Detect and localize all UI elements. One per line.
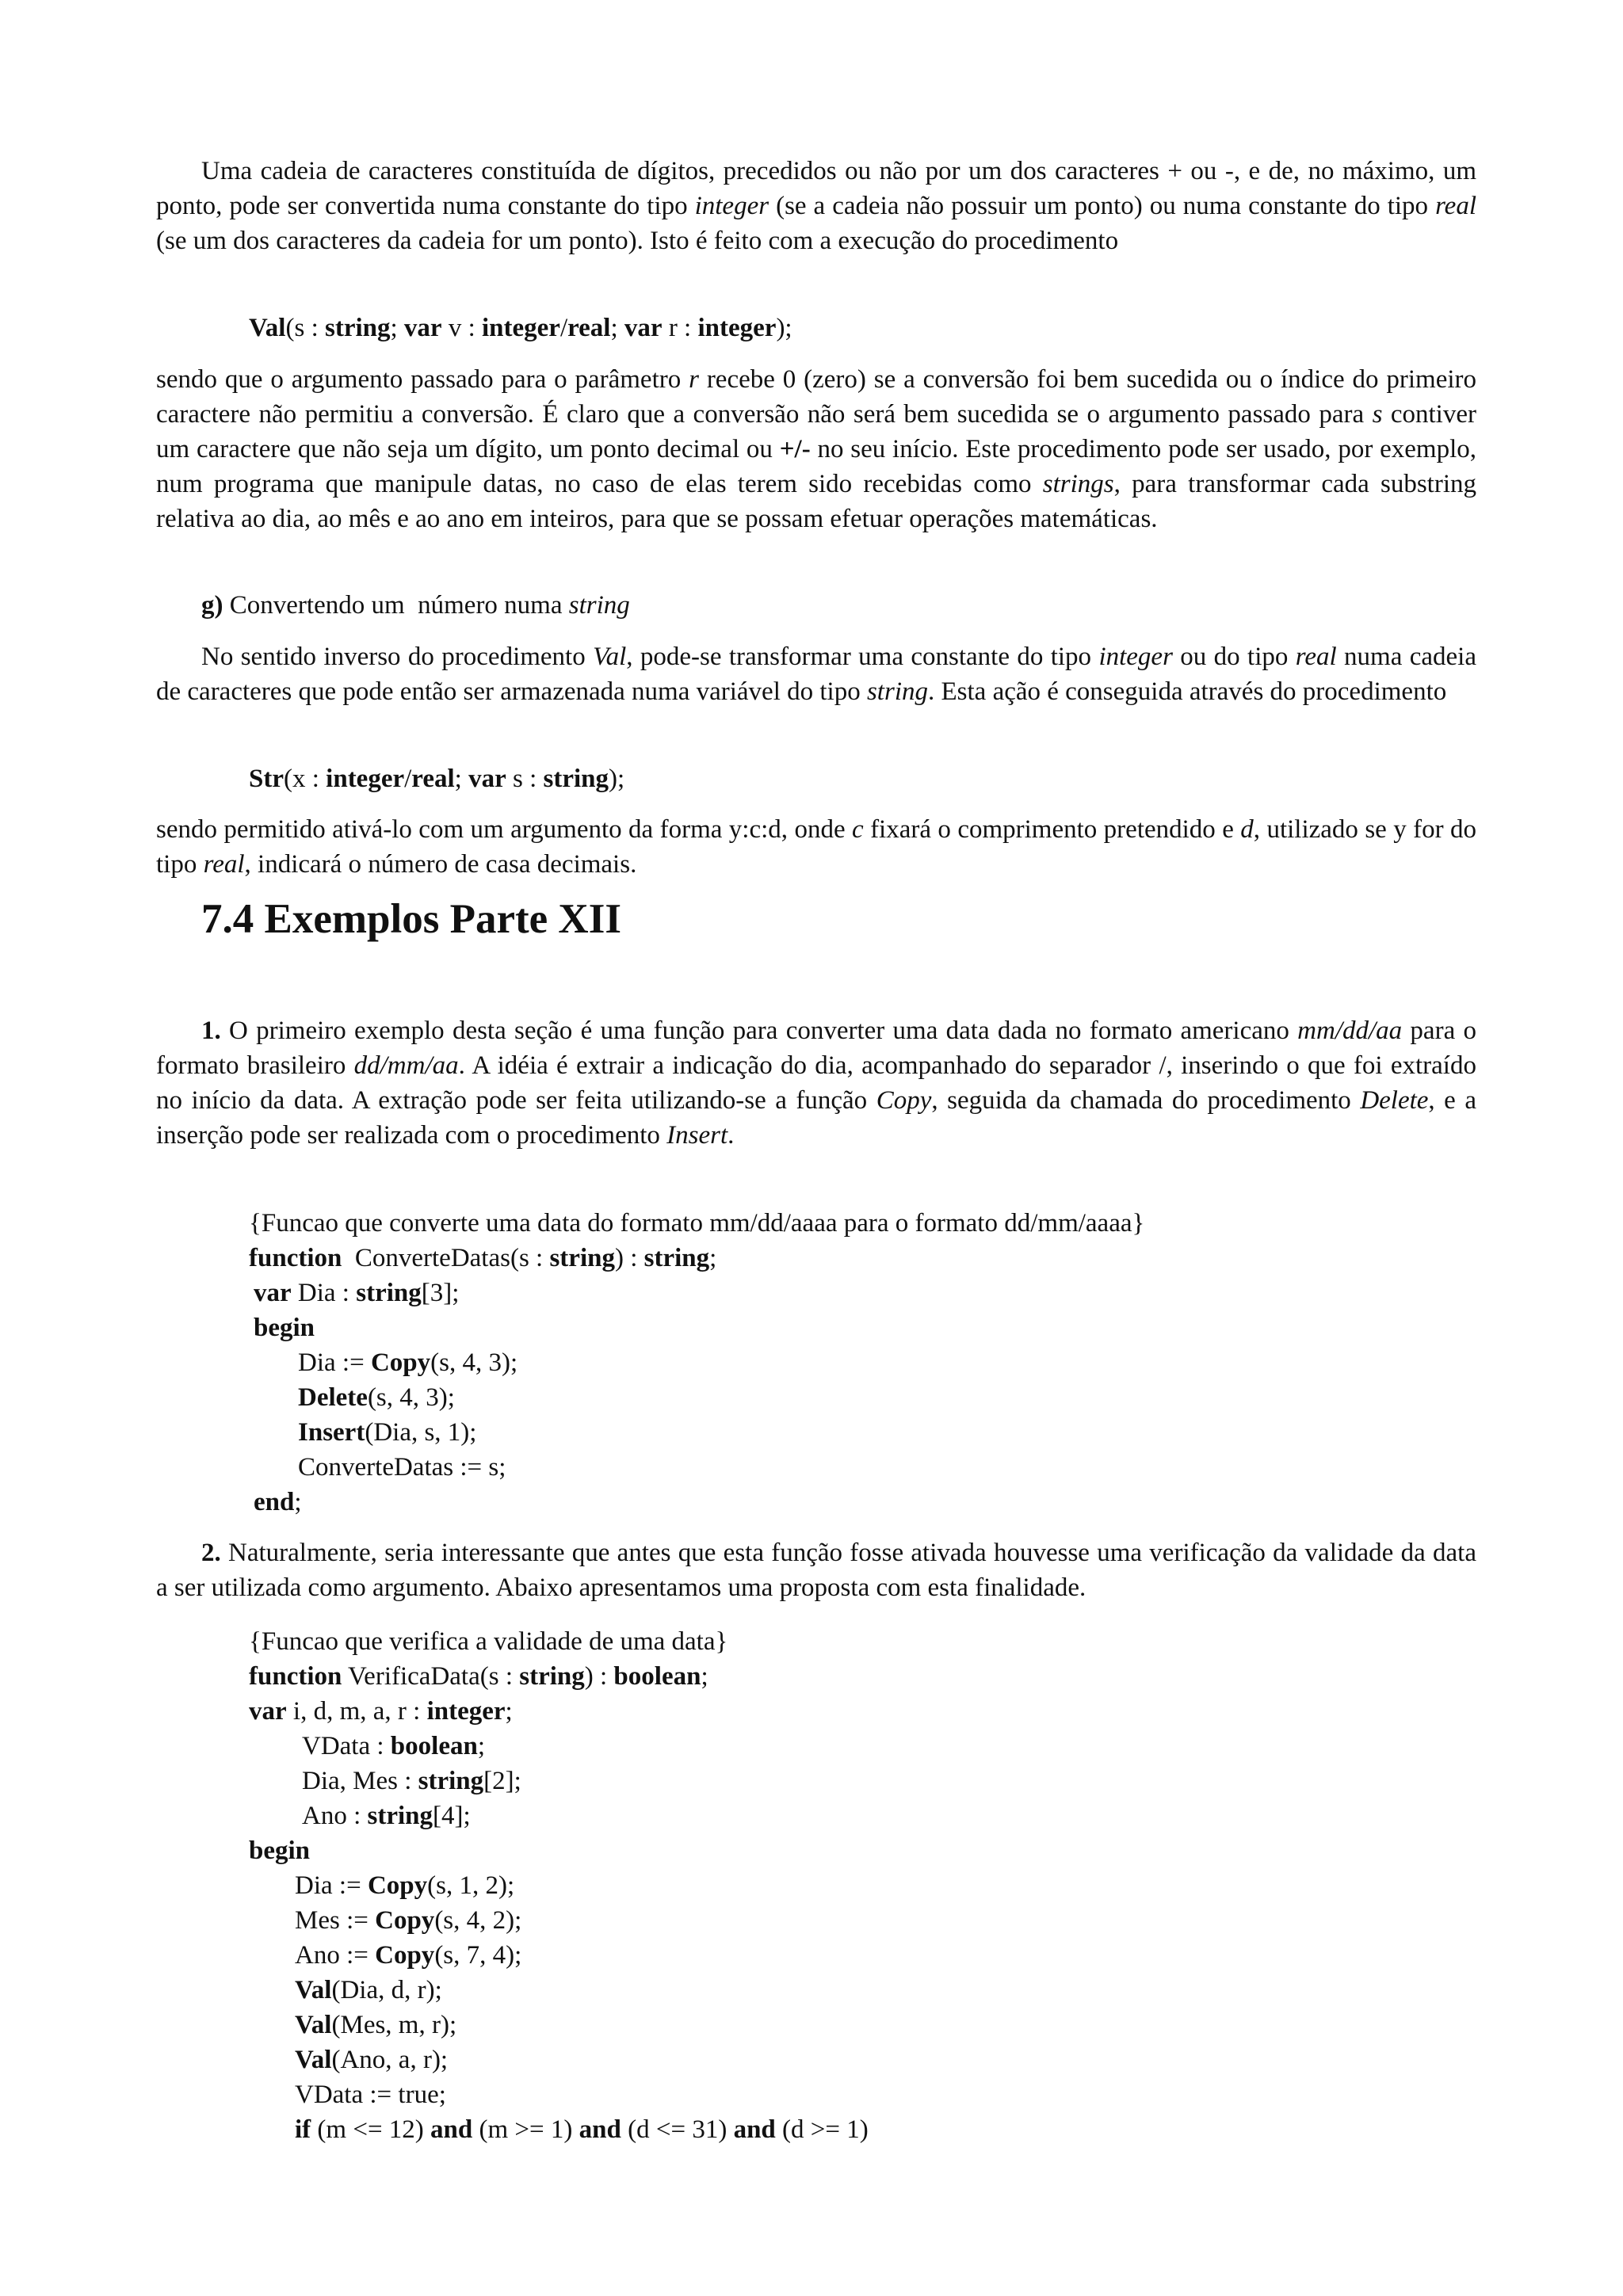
text: . xyxy=(727,1121,735,1150)
keyword: Copy xyxy=(367,1871,428,1900)
text: ou do tipo xyxy=(1172,643,1296,671)
text: s : xyxy=(506,765,544,793)
keyword: string xyxy=(356,1279,422,1307)
text: ) : xyxy=(614,1244,644,1272)
keyword: string xyxy=(519,1662,585,1691)
text: ; xyxy=(505,1697,513,1726)
code-comment: {Funcao que converte uma data do formato mm/dd/aaaa para o formato dd/mm/aaaa} xyxy=(249,1209,1145,1238)
text: dd/mm/aa xyxy=(353,1051,459,1080)
keyword: Insert xyxy=(298,1418,365,1447)
text: Uma cadeia de caracteres constituída de dígitos, precedidos ou não por um dos caracteres + ou -, e de, no máximo, um ponto, pode ser convertida numa constante do tipo xyxy=(156,157,1476,220)
code-line xyxy=(302,1729,485,1764)
text: Dia := xyxy=(298,1348,371,1377)
text: integer xyxy=(694,192,769,220)
code-line xyxy=(254,1485,302,1520)
text: / xyxy=(404,765,412,793)
keyword: var xyxy=(249,1697,287,1726)
code-line xyxy=(295,2042,448,2077)
text: Delete xyxy=(1360,1086,1429,1115)
text: , pode-se transformar uma constante do tipo xyxy=(626,643,1099,671)
text: Dia : xyxy=(291,1279,357,1307)
code-comment: {Funcao que verifica a validade de uma data} xyxy=(249,1627,728,1656)
text: string xyxy=(568,591,630,620)
text: sendo permitido ativá-lo com um argumento da forma y:c:d, onde xyxy=(156,815,852,844)
code-line xyxy=(295,1868,514,1903)
text: Copy xyxy=(876,1086,932,1115)
keyword: integer xyxy=(697,314,777,342)
text: Dia := xyxy=(295,1871,368,1900)
text: integer xyxy=(1098,643,1173,671)
text: ; xyxy=(477,1732,485,1760)
code-line xyxy=(298,1380,455,1415)
text: +/- xyxy=(779,435,811,463)
text: c xyxy=(852,815,864,844)
text: numa cadeia de caracteres que pode então ser armazenada numa variável do tipo xyxy=(156,643,1476,706)
keyword: var xyxy=(403,314,442,342)
text: VerificaData(s : xyxy=(342,1662,520,1691)
keyword: boolean xyxy=(613,1662,701,1691)
text: Val xyxy=(593,643,627,671)
text: , utilizado se y for do tipo xyxy=(156,815,1477,879)
section-heading: 7.4 Exemplos Parte XII xyxy=(201,896,621,942)
text: . Esta ação é conseguida através do procedimento xyxy=(928,677,1447,706)
text: Ano : xyxy=(302,1802,368,1830)
keyword: if xyxy=(295,2115,311,2144)
text: (x : xyxy=(284,765,327,793)
text: para o formato brasileiro xyxy=(156,1016,1476,1080)
text: v : xyxy=(441,314,482,342)
code-line xyxy=(295,2112,869,2147)
text: , seguida da chamada do procedimento xyxy=(931,1086,1361,1115)
text: No sentido inverso do procedimento xyxy=(201,643,594,671)
text: no seu início. Este procedimento pode ser usado, por exemplo, num programa que manipule datas, no caso de elas terem sido recebidas como xyxy=(156,435,1476,498)
keyword: integer xyxy=(481,314,560,342)
code-line xyxy=(295,2008,456,2042)
text: (s, 4, 3); xyxy=(430,1348,518,1377)
text: VData : xyxy=(302,1732,391,1760)
example-2-paragraph xyxy=(156,1535,1476,1605)
text: mm/dd/aa xyxy=(1297,1016,1403,1045)
code-line xyxy=(295,1973,442,2008)
keyword: begin xyxy=(249,1836,311,1865)
text: ; xyxy=(709,1244,717,1272)
code-line xyxy=(302,1764,521,1798)
text: i, d, m, a, r : xyxy=(286,1697,427,1726)
code-line xyxy=(298,1345,517,1380)
keyword: Val xyxy=(295,2011,332,2039)
text: , e a inserção pode ser realizada com o procedimento xyxy=(156,1086,1476,1150)
keyword: Copy xyxy=(370,1348,431,1377)
text: (Dia, s, 1); xyxy=(365,1418,477,1447)
code-line xyxy=(249,1833,310,1868)
keyword: function xyxy=(249,1244,342,1272)
keyword: Str xyxy=(249,765,284,793)
keyword: boolean xyxy=(390,1732,478,1760)
keyword: var xyxy=(468,765,506,793)
code-line xyxy=(298,1415,476,1450)
section-g-title xyxy=(201,588,630,623)
keyword: integer xyxy=(426,1697,506,1726)
text: ); xyxy=(776,314,792,342)
code-line xyxy=(302,1798,471,1833)
text: (s : xyxy=(285,314,325,342)
keyword: integer xyxy=(326,765,405,793)
text: Convertendo um número numa xyxy=(223,591,569,620)
text: , indicará o número de casa decimais. xyxy=(244,850,637,879)
text: [4]; xyxy=(433,1802,471,1830)
text: real xyxy=(1295,643,1337,671)
text: r : xyxy=(662,314,698,342)
text: / xyxy=(559,314,568,342)
text: , para transformar cada substring relativa ao dia, ao mês e ao ano em inteiros, para que se possam efetuar operações matemáticas. xyxy=(156,470,1477,533)
keyword: string xyxy=(549,1244,615,1272)
text: [3]; xyxy=(421,1279,460,1307)
text: d xyxy=(1240,815,1254,844)
text: ; xyxy=(610,314,624,342)
text: r xyxy=(689,365,699,394)
text: ); xyxy=(609,765,625,793)
keyword: string xyxy=(543,765,609,793)
text: (s, 7, 4); xyxy=(434,1941,522,1970)
text: (s, 4, 2); xyxy=(434,1906,522,1935)
text: (Dia, d, r); xyxy=(331,1976,442,2004)
text: (d <= 31) xyxy=(621,2115,734,2144)
text: 1. xyxy=(201,1016,221,1045)
val-signature xyxy=(249,311,792,345)
keyword: Copy xyxy=(375,1906,435,1935)
text: (se um dos caracteres da cadeia for um ponto). Isto é feito com a execução do procedimento xyxy=(156,227,1119,255)
text: contiver um caractere que não seja um dígito, um ponto decimal ou xyxy=(156,400,1476,463)
keyword: and xyxy=(430,2115,473,2144)
text: strings xyxy=(1042,470,1114,498)
keyword: Copy xyxy=(375,1941,435,1970)
text: sendo que o argumento passado para o parâmetro xyxy=(156,365,689,394)
paragraph-val-intro xyxy=(156,154,1476,258)
text: g) xyxy=(201,591,223,620)
keyword: string xyxy=(643,1244,710,1272)
text: ) : xyxy=(584,1662,614,1691)
code-line xyxy=(249,1694,513,1729)
keyword: function xyxy=(249,1662,342,1691)
keyword: and xyxy=(579,2115,621,2144)
str-signature xyxy=(249,761,624,796)
text: . A idéia é extrair a indicação do dia, acompanhado do separador /, inserindo o que foi extraído no início da data. A extração pode ser feita utilizando-se a função xyxy=(156,1051,1476,1115)
text: ; xyxy=(294,1488,302,1516)
keyword: string xyxy=(324,314,391,342)
keyword: Val xyxy=(295,1976,332,2004)
text: Ano := xyxy=(295,1941,376,1970)
code-line xyxy=(295,1903,521,1938)
text: recebe 0 (zero) se a conversão foi bem sucedida ou o índice do primeiro caractere não permitiu a conversão. É claro que a conversão não será bem sucedida se o argumento passado para xyxy=(156,365,1476,429)
keyword: and xyxy=(733,2115,776,2144)
text: O primeiro exemplo desta seção é uma função para converter uma data dada no formato americano xyxy=(220,1016,1298,1045)
keyword: begin xyxy=(254,1314,315,1342)
text: (m <= 12) xyxy=(311,2115,431,2144)
text: 2. xyxy=(201,1539,221,1567)
text: real xyxy=(1435,192,1476,220)
paragraph-str-intro xyxy=(156,639,1476,709)
text: (s, 4, 3); xyxy=(367,1383,455,1412)
text: s xyxy=(1372,400,1383,429)
text: (Mes, m, r); xyxy=(331,2011,457,2039)
text: fixará o comprimento pretendido e xyxy=(863,815,1241,844)
text: ; xyxy=(390,314,404,342)
keyword: end xyxy=(254,1488,295,1516)
text: Mes := xyxy=(295,1906,376,1935)
paragraph-str-details xyxy=(156,812,1476,882)
code-line xyxy=(249,1659,708,1694)
text: string xyxy=(866,677,928,706)
code-line xyxy=(295,1938,521,1973)
text: Insert xyxy=(666,1121,728,1150)
code-line xyxy=(249,1241,716,1276)
text: [2]; xyxy=(483,1767,521,1795)
keyword: Val xyxy=(249,314,286,342)
keyword: string xyxy=(367,1802,433,1830)
text: ; xyxy=(701,1662,708,1691)
paragraph-val-details xyxy=(156,362,1476,536)
text: ConverteDatas(s : xyxy=(342,1244,550,1272)
text: (Ano, a, r); xyxy=(331,2046,449,2074)
keyword: real xyxy=(411,765,455,793)
text: real xyxy=(203,850,245,879)
keyword: string xyxy=(418,1767,484,1795)
example-1-paragraph xyxy=(156,1013,1476,1153)
code-line: VData := true; xyxy=(295,2081,446,2109)
keyword: var xyxy=(624,314,663,342)
code-line xyxy=(254,1310,315,1345)
text: Naturalmente, seria interessante que antes que esta função fosse ativada houvesse uma verificação da validade da data a ser utilizada como argumento. Abaixo apresentamos uma proposta com esta finalidade. xyxy=(156,1539,1476,1602)
keyword: var xyxy=(254,1279,292,1307)
text: Dia, Mes : xyxy=(302,1767,418,1795)
text: (se a cadeia não possuir um ponto) ou numa constante do tipo xyxy=(769,192,1436,220)
text: ; xyxy=(454,765,469,793)
code-line: ConverteDatas := s; xyxy=(298,1453,506,1482)
text: (d >= 1) xyxy=(775,2115,869,2144)
keyword: real xyxy=(567,314,611,342)
keyword: Val xyxy=(295,2046,332,2074)
text: (m >= 1) xyxy=(472,2115,579,2144)
keyword: Delete xyxy=(298,1383,368,1412)
code-line xyxy=(254,1276,459,1310)
text: (s, 1, 2); xyxy=(427,1871,515,1900)
